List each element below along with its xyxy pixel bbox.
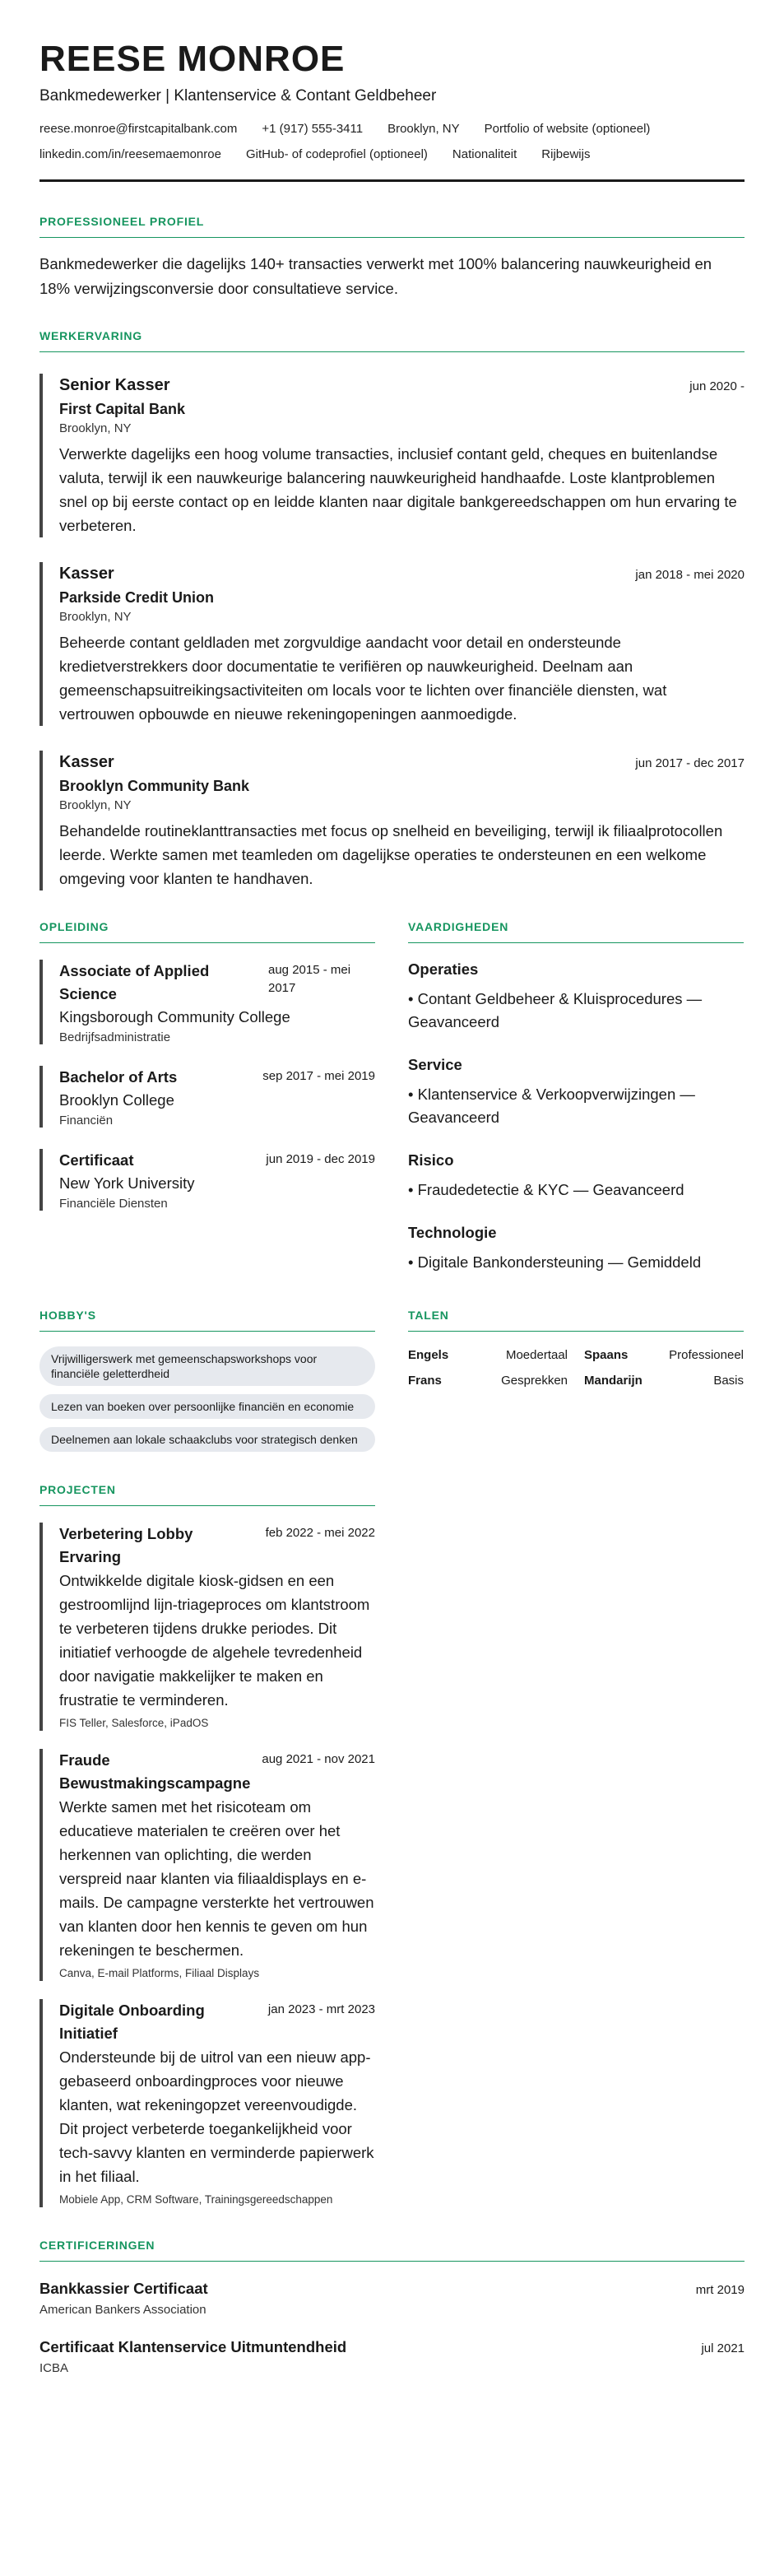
education-date: jun 2019 - dec 2019 bbox=[266, 1152, 375, 1166]
job-company: Brooklyn Community Bank bbox=[59, 778, 250, 794]
section-title-certifications: CERTIFICERINGEN bbox=[39, 2239, 745, 2262]
certifications-section bbox=[39, 2239, 745, 2375]
project-tools: Mobiele App, CRM Software, Trainingsgereedschappen bbox=[59, 2193, 333, 2206]
project-description: Ondersteunde bij de uitrol van een nieuw app-gebaseerd onboardingproces voor nieuwe klanten, wat rekeningopzet vereenvoudigde. Dit project verbeterde toegankelijkheid voor tech-savvy klanten en verminderde papierwerk in het filiaal. bbox=[59, 2048, 374, 2185]
job-location: Brooklyn, NY bbox=[59, 798, 132, 812]
education-field: Bedrijfsadministratie bbox=[59, 1030, 171, 1044]
job-date: jun 2017 - dec 2017 bbox=[635, 756, 745, 770]
contact-license: Rijbewijs bbox=[541, 147, 591, 161]
profile-text: Bankmedewerker die dagelijks 140+ transacties verwerkt met 100% balancering nauwkeurigheid en 18% verwijzingsconversie door consultatieve service. bbox=[39, 255, 712, 297]
section-title-hobbies: HOBBY'S bbox=[39, 1309, 375, 1332]
job-company: First Capital Bank bbox=[59, 401, 186, 417]
section-title-work: WERKERVARING bbox=[39, 329, 745, 352]
education-school: New York University bbox=[59, 1174, 195, 1192]
skill-item: • Fraudedetectie & KYC — Geavanceerd bbox=[408, 1181, 684, 1198]
skill-item: • Klantenservice & Verkoopverwijzingen — Geavanceerd bbox=[408, 1086, 695, 1126]
certification-date: mrt 2019 bbox=[695, 2283, 745, 2297]
job-description: Verwerkte dagelijks een hoog volume transacties, inclusief contant geld, cheques en buitenlandse valuta, terwijl ik een nauwkeurige balancering nauwkeurigheid handhaafde. Loste klantproblemen snel op bij eerste contact op en leidde klanten naar digitale bankgereedschappen om hun ervaring te verbeteren. bbox=[59, 445, 737, 534]
hobby-pill: Deelnemen aan lokale schaakclubs voor strategisch denken bbox=[39, 1427, 375, 1452]
section-title-profile: PROFESSIONEEL PROFIEL bbox=[39, 215, 745, 238]
work-section bbox=[39, 329, 745, 890]
language-name: Engels bbox=[408, 1348, 449, 1362]
job-company: Parkside Credit Union bbox=[59, 589, 215, 606]
skills-section bbox=[408, 920, 744, 1274]
hobbies-languages-row bbox=[39, 1309, 745, 1452]
job-location: Brooklyn, NY bbox=[59, 421, 132, 435]
education-school: Kingsborough Community College bbox=[59, 1008, 290, 1025]
project-description: Ontwikkelde digitale kiosk-gidsen en een gestroomlijnd lijn-triageproces om klantstroom te verbeteren tijdens drukke periodes. Dit initiatief verhoogde de algehele tevredenheid door navigatie makkelijker te maken en frustratie te verminderen. bbox=[59, 1572, 370, 1709]
project-date: aug 2021 - nov 2021 bbox=[262, 1752, 375, 1766]
language-entry bbox=[408, 1374, 568, 1388]
skill-item: • Digitale Bankondersteuning — Gemiddeld bbox=[408, 1253, 702, 1271]
education-field: Financiën bbox=[59, 1114, 114, 1128]
contact-linkedin[interactable]: linkedin.com/in/reesemaemonroe bbox=[39, 147, 221, 161]
contact-email[interactable]: reese.monroe@firstcapitalbank.com bbox=[39, 122, 238, 136]
project-date: jan 2023 - mrt 2023 bbox=[267, 2002, 375, 2016]
job-description: Behandelde routineklanttransacties met focus op snelheid en beveiliging, terwijl ik filiaalprotocollen leerde. Werkte samen met teamleden om dagelijkse operaties te ondersteunen en een welkome omgeving voor klanten te handhaven. bbox=[59, 822, 723, 887]
project-tools: FIS Teller, Salesforce, iPadOS bbox=[59, 1717, 209, 1729]
job-entry bbox=[39, 374, 745, 537]
certification-issuer: ICBA bbox=[39, 2361, 69, 2375]
education-entry bbox=[39, 1066, 375, 1128]
education-entry bbox=[39, 1149, 375, 1211]
section-title-languages: TALEN bbox=[408, 1309, 744, 1332]
contact-portfolio[interactable]: Portfolio of website (optioneel) bbox=[484, 122, 651, 136]
contact-github[interactable]: GitHub- of codeprofiel (optioneel) bbox=[245, 147, 428, 161]
education-date: aug 2015 - mei 2017 bbox=[268, 963, 351, 995]
project-description: Werkte samen met het risicoteam om educatieve materialen te creëren over het herkennen van oplichting, die werden verspreid naar klanten via filiaaldisplays en e-mails. De campagne versterkte het vertrouwen van klanten door hen kennis te geven om hun rekeningen te beschermen. bbox=[59, 1798, 374, 1959]
job-entry bbox=[39, 751, 745, 890]
certification-name: Bankkassier Certificaat bbox=[39, 2280, 208, 2297]
language-entry bbox=[408, 1348, 568, 1362]
education-degree: Bachelor of Arts bbox=[59, 1068, 178, 1086]
header-divider bbox=[39, 179, 745, 182]
language-level: Professioneel bbox=[669, 1348, 744, 1362]
language-name: Spaans bbox=[584, 1348, 629, 1362]
job-date: jan 2018 - mei 2020 bbox=[635, 568, 745, 582]
contact-list bbox=[39, 122, 745, 161]
project-entry bbox=[39, 1523, 375, 1731]
hobbies-section bbox=[39, 1309, 375, 1452]
languages-section bbox=[408, 1309, 744, 1452]
project-title: Digitale Onboarding Initiatief bbox=[59, 2002, 205, 2042]
project-date: feb 2022 - mei 2022 bbox=[265, 1526, 375, 1540]
certification-issuer: American Bankers Association bbox=[39, 2303, 206, 2317]
language-entry bbox=[584, 1374, 744, 1388]
skill-category: Operaties bbox=[408, 960, 479, 978]
candidate-name: REESE MONROE bbox=[39, 39, 346, 79]
profile-section bbox=[39, 215, 745, 301]
education-date: sep 2017 - mei 2019 bbox=[262, 1069, 375, 1083]
contact-phone[interactable]: +1 (917) 555-3411 bbox=[262, 122, 364, 136]
project-entry bbox=[39, 1749, 375, 1981]
job-date: jun 2020 - bbox=[689, 379, 745, 393]
language-name: Mandarijn bbox=[584, 1374, 643, 1388]
skill-category: Technologie bbox=[408, 1224, 497, 1241]
job-title: Kasser bbox=[59, 753, 114, 771]
project-title: Fraude Bewustmakingscampagne bbox=[59, 1751, 251, 1792]
education-entry bbox=[39, 960, 375, 1044]
project-tools: Canva, E-mail Platforms, Filiaal Displays bbox=[59, 1967, 260, 1979]
hobby-pill: Lezen van boeken over persoonlijke financiën en economie bbox=[39, 1394, 375, 1419]
language-level: Moedertaal bbox=[505, 1348, 568, 1362]
language-name: Frans bbox=[408, 1374, 442, 1388]
education-school: Brooklyn College bbox=[59, 1091, 174, 1109]
certification-entry bbox=[39, 2338, 745, 2375]
contact-nationality: Nationaliteit bbox=[452, 147, 517, 161]
contact-location: Brooklyn, NY bbox=[387, 122, 460, 136]
section-title-projects: PROJECTEN bbox=[39, 1483, 375, 1506]
job-entry bbox=[39, 562, 745, 726]
project-entry bbox=[39, 1999, 375, 2207]
certification-name: Certificaat Klantenservice Uitmuntendheid bbox=[39, 2338, 347, 2355]
language-entry bbox=[584, 1348, 744, 1362]
candidate-subtitle: Bankmedewerker | Klantenservice & Contant Geldbeheer bbox=[39, 87, 437, 105]
skill-category: Risico bbox=[408, 1151, 454, 1169]
resume-header bbox=[39, 38, 745, 182]
education-field: Financiële Diensten bbox=[59, 1197, 168, 1211]
skill-item: • Contant Geldbeheer & Kluisprocedures — Geavanceerd bbox=[408, 990, 703, 1030]
education-section bbox=[39, 920, 375, 1274]
education-skills-row bbox=[39, 920, 745, 1274]
hobby-pill: Vrijwilligerswerk met gemeenschapsworkshops voor financiële geletterdheid bbox=[39, 1346, 375, 1386]
certification-date: jul 2021 bbox=[701, 2341, 745, 2355]
job-title: Senior Kasser bbox=[59, 376, 170, 394]
hobby-list bbox=[39, 1346, 375, 1452]
section-title-education: OPLEIDING bbox=[39, 920, 375, 943]
job-location: Brooklyn, NY bbox=[59, 610, 132, 624]
language-level: Gesprekken bbox=[501, 1374, 568, 1388]
education-degree: Associate of Applied Science bbox=[59, 962, 210, 1002]
language-level: Basis bbox=[713, 1374, 744, 1388]
skill-category: Service bbox=[408, 1056, 462, 1073]
education-degree: Certificaat bbox=[59, 1151, 134, 1169]
section-title-skills: VAARDIGHEDEN bbox=[408, 920, 744, 943]
language-grid bbox=[408, 1348, 744, 1388]
job-description: Beheerde contant geldladen met zorgvuldige aandacht voor detail en ondersteunde kredietverstrekkers door documentatie te verifiëren op nauwkeurigheid. Deelnam aan gemeenschapsuitreikingsactiviteiten om locals voor te lichten over financiële diensten, wat vertrouwen opbouwde en nieuwe rekeningopeningen aanmoedigde. bbox=[59, 634, 667, 723]
projects-section bbox=[39, 1483, 745, 2207]
project-title: Verbetering Lobby Ervaring bbox=[59, 1525, 193, 1565]
job-title: Kasser bbox=[59, 565, 114, 583]
certification-entry bbox=[39, 2280, 745, 2317]
